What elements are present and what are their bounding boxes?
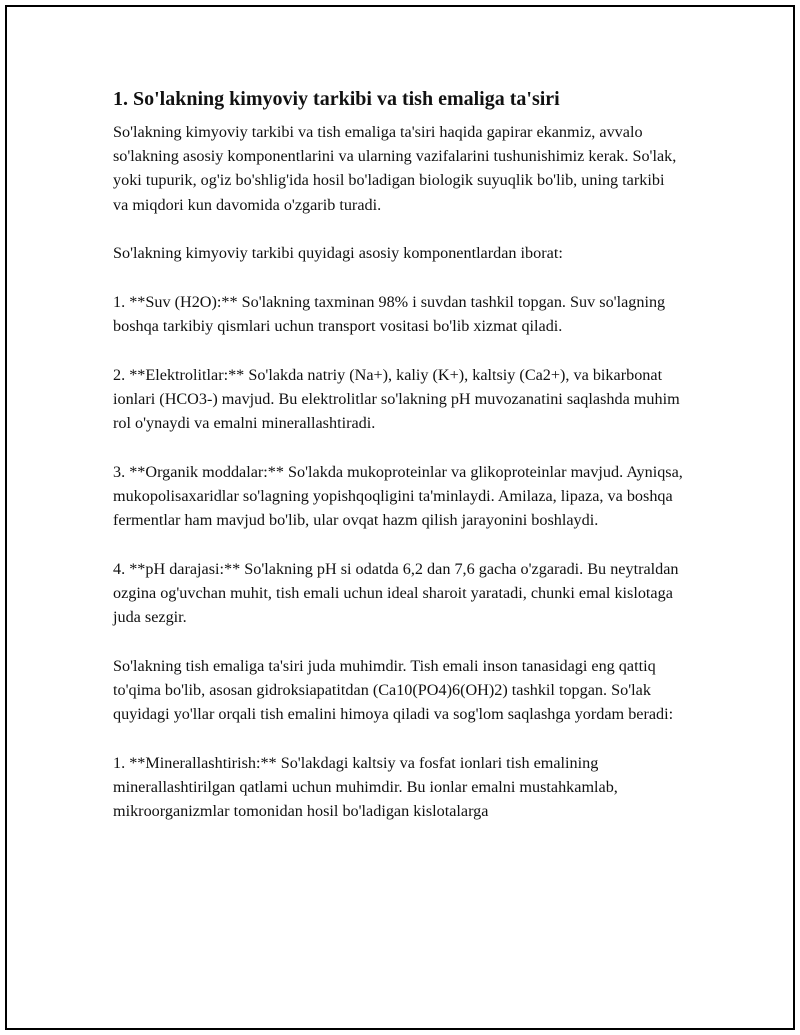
paragraph-mineralization: 1. **Minerallashtirish:** So'lakdagi kaltsiy va fosfat ionlari tish emalining minerallashtirilgan qatlami uchun muhimdir. Bu ionlar emalni mustahkamlab, mikroorganizmlar tomonidan hosil bo'ladigan kislotalarga — [113, 753, 618, 820]
paragraph-components-lead: So'lakning kimyoviy tarkibi quyidagi asosiy komponentlardan iborat: — [113, 244, 563, 263]
paragraph-ph: 4. **pH darajasi:** So'lakning pH si odatda 6,2 dan 7,6 gacha o'zgaradi. Bu neytraldan ozgina og'uvchan muhit, tish emali uchun ideal sharoit yaratadi, chunki emal kislotaga juda sezgir. — [113, 559, 679, 626]
paragraph-electrolytes: 2. **Elektrolitlar:** So'lakda natriy (Na+), kaliy (K+), kaltsiy (Ca2+), va bikarbonat ionlari (HCO3-) mavjud. Bu elektrolitlar so'lakning pH muvozanatini saqlashda muhim rol o'ynaydi va emalni minerallashtiradi. — [113, 365, 680, 432]
paragraph-water: 1. **Suv (H2O):** So'lakning taxminan 98% i suvdan tashkil topgan. Suv so'lagning boshqa tarkibiy qismlari uchun transport vositasi bo'lib xizmat qiladi. — [113, 292, 666, 335]
paragraph-intro: So'lakning kimyoviy tarkibi va tish emaliga ta'siri haqida gapirar ekanmiz, avvalo so'lakning asosiy komponentlarini va ularning vazifalarini tushunishimiz kerak. So'lak, yoki tupurik, og'iz bo'shlig'ida hosil bo'ladigan biologik suyuqlik bo'lib, uning tarkibi va miqdori kun davomida o'zgarib turadi. — [113, 123, 677, 214]
paragraph-enamel-effect: So'lakning tish emaliga ta'siri juda muhimdir. Tish emali inson tanasidagi eng qattiq to'qima bo'lib, asosan gidroksiapatitdan (Ca10(PO4)6(OH)2) tashkil topgan. So'lak quyidagi yo'llar orqali tish emalini himoya qiladi va sog'lom saqlashga yordam beradi: — [113, 656, 674, 723]
paragraph-organic: 3. **Organik moddalar:** So'lakda mukoproteinlar va glikoproteinlar mavjud. Ayniqsa, mukopolisaxaridlar so'lagning yopishqoqligini ta'minlaydi. Amilaza, lipaza, va boshqa fermentlar ham mavjud bo'lib, ular ovqat hazm qilish jarayonini boshlaydi. — [113, 462, 683, 529]
document-body — [113, 84, 683, 848]
page-title: 1. So'lakning kimyoviy tarkibi va tish emaliga ta'siri — [113, 88, 560, 110]
